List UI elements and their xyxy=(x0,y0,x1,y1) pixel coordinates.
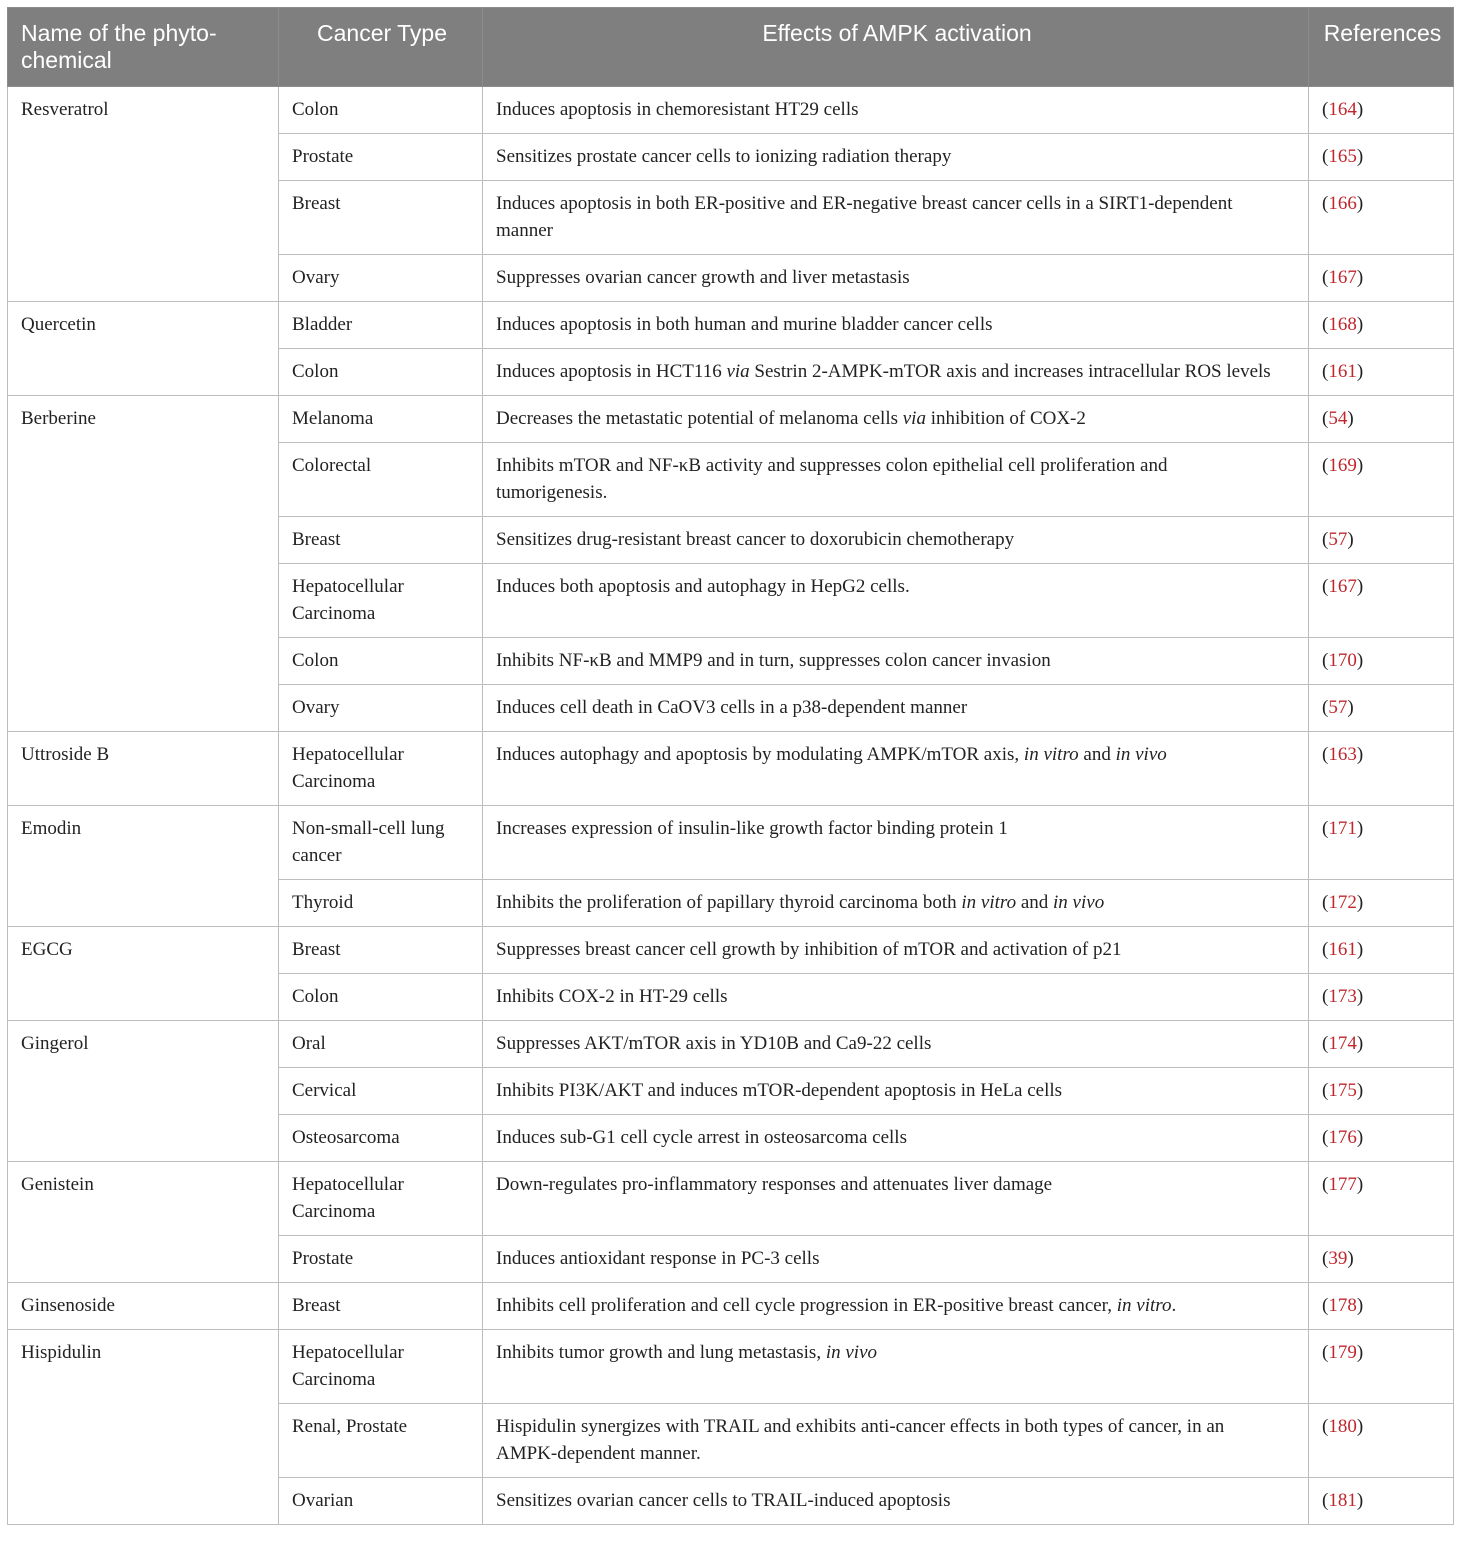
table-row xyxy=(8,1283,1454,1330)
header-compound: Name of the phyto-chemical xyxy=(8,8,279,87)
reference-cell: (161) xyxy=(1309,349,1454,396)
cancer-type-cell: Breast xyxy=(279,181,483,255)
effect-cell: Induces antioxidant response in PC-3 cells xyxy=(483,1236,1309,1283)
compound-name: Hispidulin xyxy=(8,1330,279,1525)
reference-cell: (167) xyxy=(1309,255,1454,302)
cancer-type-cell: Breast xyxy=(279,517,483,564)
header-effects: Effects of AMPK activation xyxy=(483,8,1309,87)
reference-cell: (163) xyxy=(1309,732,1454,806)
reference-link[interactable]: 161 xyxy=(1328,361,1357,382)
reference-link[interactable]: 171 xyxy=(1328,818,1357,839)
reference-cell: (180) xyxy=(1309,1404,1454,1478)
effect-cell: Hispidulin synergizes with TRAIL and exhibits anti-cancer effects in both types of cancer, in an AMPK-dependent manner. xyxy=(483,1404,1309,1478)
effect-text: Induces apoptosis in HCT116 xyxy=(496,361,727,382)
table-body xyxy=(8,87,1454,1525)
cancer-type-cell: Breast xyxy=(279,1283,483,1330)
reference-cell: (57) xyxy=(1309,685,1454,732)
cancer-type-cell: Hepatocellular Carcinoma xyxy=(279,1330,483,1404)
cancer-type-cell: Renal, Prostate xyxy=(279,1404,483,1478)
reference-link[interactable]: 181 xyxy=(1328,1490,1357,1511)
cancer-type-cell: Thyroid xyxy=(279,880,483,927)
effect-cell: Inhibits mTOR and NF-κB activity and suppresses colon epithelial cell proliferation and tumorigenesis. xyxy=(483,443,1309,517)
italic-term: via xyxy=(726,361,750,382)
reference-link[interactable]: 177 xyxy=(1328,1174,1357,1195)
reference-link[interactable]: 173 xyxy=(1328,986,1357,1007)
effect-cell xyxy=(483,349,1309,396)
italic-term: via xyxy=(902,408,926,429)
effect-cell xyxy=(483,396,1309,443)
table-row xyxy=(8,302,1454,349)
effect-cell: Increases expression of insulin-like growth factor binding protein 1 xyxy=(483,806,1309,880)
effect-text: Inhibits tumor growth and lung metastasis, xyxy=(496,1342,826,1363)
reference-cell: (39) xyxy=(1309,1236,1454,1283)
compound-name: Resveratrol xyxy=(8,87,279,302)
reference-link[interactable]: 165 xyxy=(1328,146,1357,167)
cancer-type-cell: Bladder xyxy=(279,302,483,349)
reference-cell: (169) xyxy=(1309,443,1454,517)
effect-text: Induces autophagy and apoptosis by modulating AMPK/mTOR axis, xyxy=(496,744,1024,765)
table-row xyxy=(8,806,1454,880)
effect-cell xyxy=(483,732,1309,806)
effect-cell: Inhibits NF-κB and MMP9 and in turn, suppresses colon cancer invasion xyxy=(483,638,1309,685)
header-references: References xyxy=(1309,8,1454,87)
table-row xyxy=(8,1162,1454,1236)
reference-cell: (178) xyxy=(1309,1283,1454,1330)
reference-cell: (165) xyxy=(1309,134,1454,181)
effect-cell: Sensitizes prostate cancer cells to ionizing radiation therapy xyxy=(483,134,1309,181)
reference-link[interactable]: 54 xyxy=(1328,408,1348,429)
reference-link[interactable]: 167 xyxy=(1328,267,1357,288)
effect-cell: Induces apoptosis in both human and murine bladder cancer cells xyxy=(483,302,1309,349)
reference-link[interactable]: 178 xyxy=(1328,1295,1357,1316)
compound-name: Uttroside B xyxy=(8,732,279,806)
reference-link[interactable]: 57 xyxy=(1328,697,1348,718)
reference-cell: (179) xyxy=(1309,1330,1454,1404)
cancer-type-cell: Prostate xyxy=(279,134,483,181)
reference-cell: (172) xyxy=(1309,880,1454,927)
effect-cell xyxy=(483,1330,1309,1404)
cancer-type-cell: Colon xyxy=(279,349,483,396)
table-row xyxy=(8,732,1454,806)
reference-link[interactable]: 169 xyxy=(1328,455,1357,476)
reference-cell: (166) xyxy=(1309,181,1454,255)
compound-name: Berberine xyxy=(8,396,279,732)
cancer-type-cell: Hepatocellular Carcinoma xyxy=(279,564,483,638)
reference-link[interactable]: 172 xyxy=(1328,892,1357,913)
header-cancer-type: Cancer Type xyxy=(279,8,483,87)
reference-cell: (173) xyxy=(1309,974,1454,1021)
effect-cell: Inhibits PI3K/AKT and induces mTOR-dependent apoptosis in HeLa cells xyxy=(483,1068,1309,1115)
cancer-type-cell: Hepatocellular Carcinoma xyxy=(279,1162,483,1236)
table-row xyxy=(8,927,1454,974)
italic-term: in vitro xyxy=(1023,744,1079,765)
cancer-type-cell: Colon xyxy=(279,87,483,134)
italic-term: in vitro xyxy=(1116,1295,1172,1316)
reference-cell: (174) xyxy=(1309,1021,1454,1068)
effect-cell: Down-regulates pro-inflammatory responses and attenuates liver damage xyxy=(483,1162,1309,1236)
cancer-type-cell: Prostate xyxy=(279,1236,483,1283)
phytochemical-table xyxy=(7,7,1454,1525)
effect-text: . xyxy=(1171,1295,1177,1316)
effect-cell: Induces cell death in CaOV3 cells in a p38-dependent manner xyxy=(483,685,1309,732)
reference-link[interactable]: 176 xyxy=(1328,1127,1357,1148)
compound-name: Gingerol xyxy=(8,1021,279,1162)
effect-cell: Induces sub-G1 cell cycle arrest in osteosarcoma cells xyxy=(483,1115,1309,1162)
cancer-type-cell: Non-small-cell lung cancer xyxy=(279,806,483,880)
reference-cell: (170) xyxy=(1309,638,1454,685)
compound-name: Quercetin xyxy=(8,302,279,396)
reference-link[interactable]: 161 xyxy=(1328,939,1357,960)
compound-name: Emodin xyxy=(8,806,279,927)
reference-cell: (176) xyxy=(1309,1115,1454,1162)
effect-text: Inhibits the proliferation of papillary thyroid carcinoma both xyxy=(496,892,962,913)
reference-link[interactable]: 168 xyxy=(1328,314,1357,335)
effect-text: Inhibits cell proliferation and cell cycle progression in ER-positive breast cancer, xyxy=(496,1295,1117,1316)
cancer-type-cell: Ovary xyxy=(279,255,483,302)
italic-term: in vitro xyxy=(961,892,1017,913)
effect-cell: Induces apoptosis in chemoresistant HT29 cells xyxy=(483,87,1309,134)
reference-link[interactable]: 180 xyxy=(1328,1416,1357,1437)
effect-cell: Induces apoptosis in both ER-positive and ER-negative breast cancer cells in a SIRT1-dependent manner xyxy=(483,181,1309,255)
table-row xyxy=(8,1021,1454,1068)
compound-name: Genistein xyxy=(8,1162,279,1283)
effect-cell xyxy=(483,880,1309,927)
cancer-type-cell: Breast xyxy=(279,927,483,974)
reference-cell: (171) xyxy=(1309,806,1454,880)
effect-cell: Inhibits COX-2 in HT-29 cells xyxy=(483,974,1309,1021)
reference-link[interactable]: 174 xyxy=(1328,1033,1357,1054)
reference-cell: (175) xyxy=(1309,1068,1454,1115)
effect-cell: Suppresses breast cancer cell growth by inhibition of mTOR and activation of p21 xyxy=(483,927,1309,974)
effect-cell: Suppresses ovarian cancer growth and liver metastasis xyxy=(483,255,1309,302)
italic-term: in vivo xyxy=(1115,744,1167,765)
cancer-type-cell: Osteosarcoma xyxy=(279,1115,483,1162)
effect-cell xyxy=(483,1283,1309,1330)
reference-link[interactable]: 164 xyxy=(1328,99,1357,120)
reference-cell: (57) xyxy=(1309,517,1454,564)
cancer-type-cell: Colon xyxy=(279,638,483,685)
reference-link[interactable]: 175 xyxy=(1328,1080,1357,1101)
reference-cell: (54) xyxy=(1309,396,1454,443)
reference-link[interactable]: 166 xyxy=(1328,193,1357,214)
reference-link[interactable]: 170 xyxy=(1328,650,1357,671)
reference-cell: (167) xyxy=(1309,564,1454,638)
effect-cell: Sensitizes ovarian cancer cells to TRAIL-induced apoptosis xyxy=(483,1478,1309,1525)
table-container xyxy=(7,7,1453,1525)
reference-cell: (161) xyxy=(1309,927,1454,974)
cancer-type-cell: Colorectal xyxy=(279,443,483,517)
reference-link[interactable]: 57 xyxy=(1328,529,1348,550)
cancer-type-cell: Colon xyxy=(279,974,483,1021)
table-row xyxy=(8,1330,1454,1404)
reference-link[interactable]: 179 xyxy=(1328,1342,1357,1363)
cancer-type-cell: Melanoma xyxy=(279,396,483,443)
effect-text: and xyxy=(1078,744,1116,765)
table-header xyxy=(8,8,1454,87)
effect-text: and xyxy=(1016,892,1054,913)
reference-cell: (168) xyxy=(1309,302,1454,349)
effect-cell: Suppresses AKT/mTOR axis in YD10B and Ca9-22 cells xyxy=(483,1021,1309,1068)
italic-term: in vivo xyxy=(1053,892,1105,913)
table-row xyxy=(8,87,1454,134)
cancer-type-cell: Hepatocellular Carcinoma xyxy=(279,732,483,806)
cancer-type-cell: Ovary xyxy=(279,685,483,732)
cancer-type-cell: Oral xyxy=(279,1021,483,1068)
effect-text: Decreases the metastatic potential of melanoma cells xyxy=(496,408,903,429)
compound-name: Ginsenoside xyxy=(8,1283,279,1330)
reference-link[interactable]: 167 xyxy=(1328,576,1357,597)
reference-cell: (177) xyxy=(1309,1162,1454,1236)
effect-text: Sestrin 2-AMPK-mTOR axis and increases intracellular ROS levels xyxy=(749,361,1271,382)
effect-text: inhibition of COX-2 xyxy=(925,408,1086,429)
reference-link[interactable]: 163 xyxy=(1328,744,1357,765)
italic-term: in vivo xyxy=(825,1342,878,1363)
effect-cell: Sensitizes drug-resistant breast cancer to doxorubicin chemotherapy xyxy=(483,517,1309,564)
header-row xyxy=(8,8,1454,87)
reference-cell: (164) xyxy=(1309,87,1454,134)
cancer-type-cell: Ovarian xyxy=(279,1478,483,1525)
effect-cell: Induces both apoptosis and autophagy in HepG2 cells. xyxy=(483,564,1309,638)
reference-cell: (181) xyxy=(1309,1478,1454,1525)
table-row xyxy=(8,396,1454,443)
cancer-type-cell: Cervical xyxy=(279,1068,483,1115)
reference-link[interactable]: 39 xyxy=(1328,1248,1348,1269)
compound-name: EGCG xyxy=(8,927,279,1021)
